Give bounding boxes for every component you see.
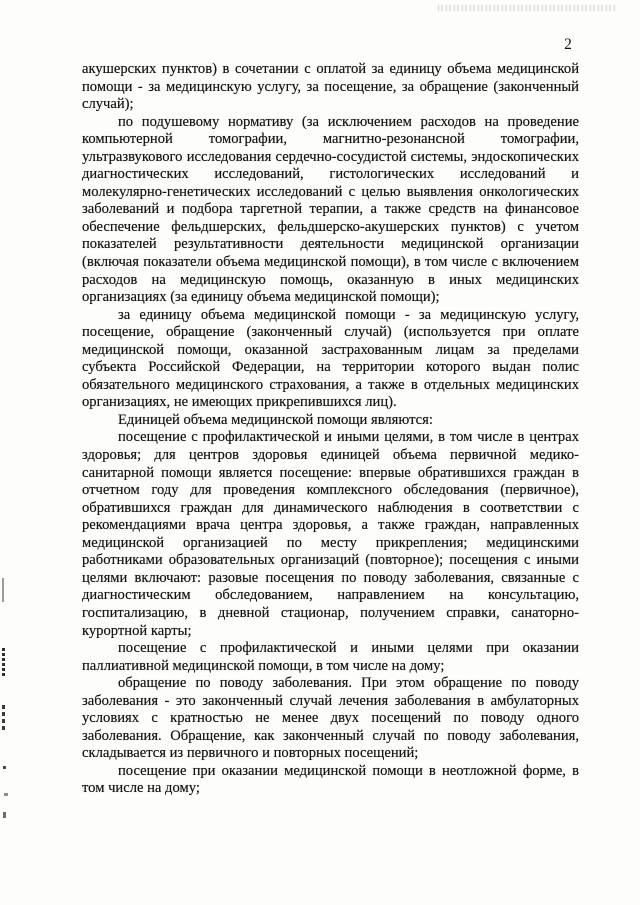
paragraph: посещение при оказании медицинской помощи в неотложной форме, в том числе на дому; <box>82 762 579 797</box>
document-body <box>82 61 579 798</box>
paragraph: посещение с профилактической и иными целями, в том числе в центрах здоровья; для центров здоровья единицей объема первичной медико-санитарной помощи является посещение: впервые обратившихся граждан в отчетном году для проведения комплексного обследования (первичное), обратившихся граждан для динамического наблюдения в соответствии с рекомендациями врача центра здоровья, а также граждан, направленных медицинской организацией по месту прикрепления; медицинскими работниками образовательных организаций (повторное); посещения с иными целями включают: разовые посещения по поводу заболевания, связанные с диагностическим обследованием, направлением на консультацию, госпитализацию, в дневной стационар, получением справки, санаторно-курортной карты; <box>82 429 579 639</box>
paragraph: обращение по поводу заболевания. При этом обращение по поводу заболевания - это законченный случай лечения заболевания в амбулаторных условиях с кратностью не менее двух посещений по поводу одного заболевания. Обращение, как законченный случай по поводу заболевания, складывается из первичного и повторных посещений; <box>82 675 579 762</box>
paragraph: посещение с профилактической и иными целями при оказании паллиативной медицинской помощи, в том числе на дому; <box>82 640 579 674</box>
page-number: 2 <box>564 36 572 53</box>
scan-artifact-left-dot <box>4 793 8 796</box>
scan-artifact-left-dot <box>3 812 6 818</box>
paragraph: за единицу объема медицинской помощи - за медицинскую услугу, посещение, обращение (законченный случай) (используется при оплате медицинской помощи, оказанной застрахованным лицам за пределами субъекта Российской Федерации, на территории которого выдан полис обязательного медицинского страхования, а также в отдельных медицинских организациях, не имеющих прикрепившихся лиц). <box>82 306 579 411</box>
paragraph: Единицей объема медицинской помощи являются: <box>118 411 433 428</box>
scan-artifact-left-dot <box>3 766 6 769</box>
scan-artifact-left-dashes <box>2 648 5 678</box>
scan-artifact-left-dashes <box>2 705 5 733</box>
paragraph: акушерских пунктов) в сочетании с оплатой за единицу объема медицинской помощи - за медицинскую услугу, за посещение, за обращение (законченный случай); <box>82 61 579 113</box>
scan-artifact-left-line <box>2 578 4 602</box>
scan-noise-header <box>438 5 616 11</box>
paragraph: по подушевому нормативу (за исключением расходов на проведение компьютерной томографии, магнитно-резонансной томографии, ультразвукового исследования сердечно-сосудистой системы, эндоскопических диагностических исследований, гистологических исследований и молекулярно-генетических исследований с целью выявления онкологических заболеваний и подбора таргетной терапии, а также средств на финансовое обеспечение фельдшерских, фельдшерско-акушерских пунктов) с учетом показателей результативности деятельности медицинской организации (включая показатели объема медицинской помощи), в том числе с включением расходов на медицинскую помощь, оказанную в иных медицинских организациях (за единицу объема медицинской помощи); <box>82 113 579 306</box>
